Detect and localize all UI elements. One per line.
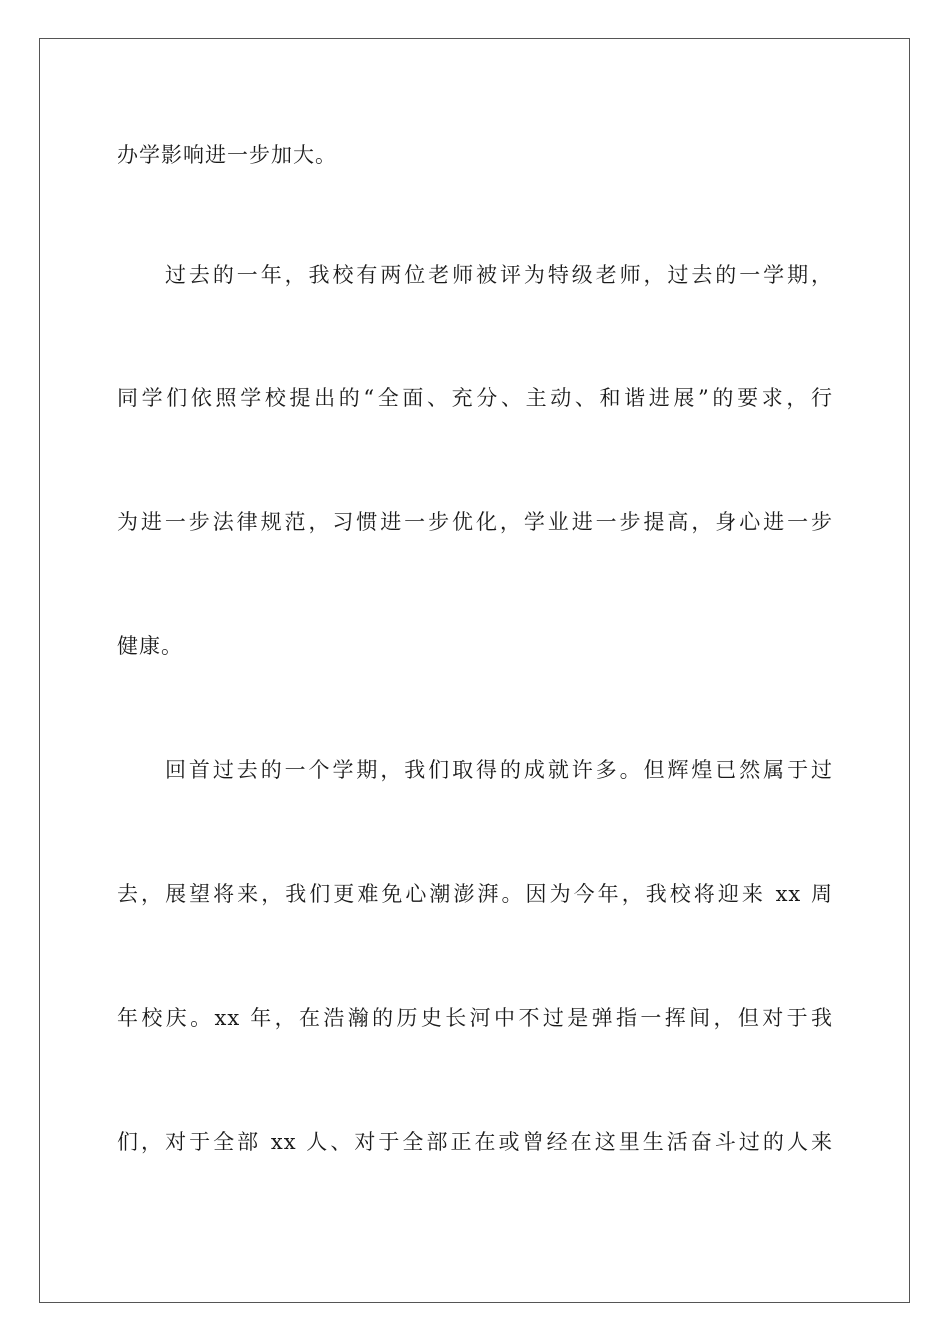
paragraph-line: 回首过去的一个学期，我们取得的成就许多。但辉煌已然属于过: [165, 758, 833, 782]
paragraph-line: 去，展望将来，我们更难免心潮澎湃。因为今年，我校将迎来 xx 周: [117, 882, 833, 906]
paragraph-line: 年校庆。xx 年，在浩瀚的历史长河中不过是弹指一挥间，但对于我: [117, 1006, 833, 1030]
paragraph-line: 健康。: [117, 634, 183, 658]
paragraph-line: 们，对于全部 xx 人、对于全部正在或曾经在这里生活奋斗过的人来: [117, 1130, 833, 1154]
paragraph-line: 同学们依照学校提出的“全面、充分、主动、和谐进展”的要求，行: [117, 386, 833, 410]
paragraph-line: 为进一步法律规范，习惯进一步优化，学业进一步提高，身心进一步: [117, 510, 833, 534]
paragraph-line: 办学影响进一步加大。: [117, 143, 337, 167]
page-border: [39, 38, 910, 1303]
paragraph-line: 过去的一年，我校有两位老师被评为特级老师，过去的一学期，: [165, 263, 833, 287]
